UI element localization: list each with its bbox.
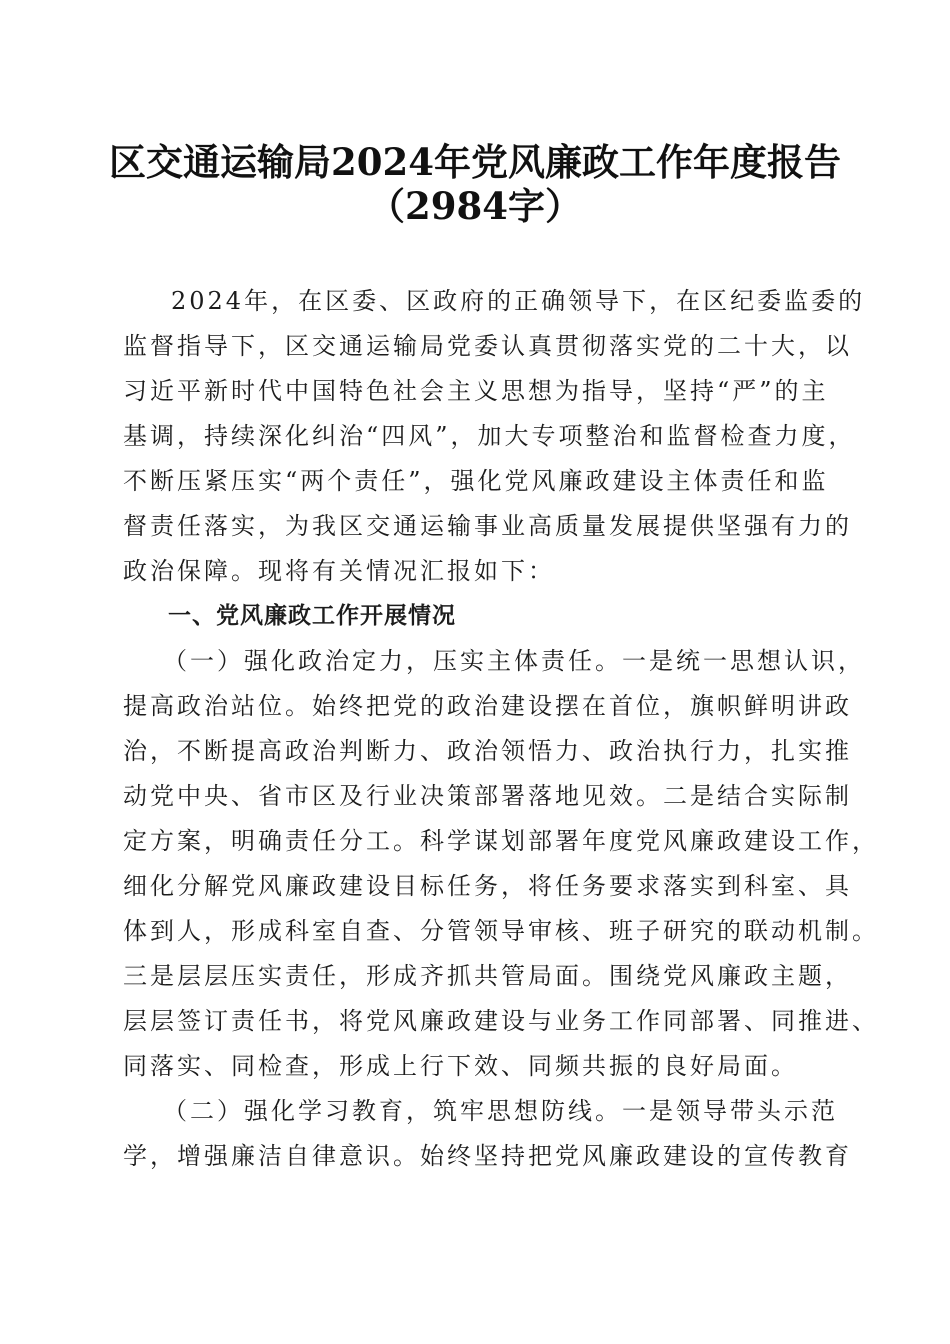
paragraph-line: （二）强化学习教育，筑牢思想防线。一是领导带头示范 xyxy=(163,1097,838,1125)
section-heading: 一、党风廉政工作开展情况 xyxy=(168,603,456,629)
paragraph-line: 动党中央、省市区及行业决策部署落地见效。二是结合实际制 xyxy=(123,782,852,810)
paragraph-line: 学，增强廉洁自律意识。始终坚持把党风廉政建设的宣传教育 xyxy=(123,1142,852,1170)
paragraph-line: 2024年，在区委、区政府的正确领导下，在区纪委监委的 xyxy=(171,287,866,315)
paragraph-line: 基调，持续深化纠治“四风”，加大专项整治和监督检查力度， xyxy=(123,422,856,450)
paragraph-line: 政治保障。现将有关情况汇报如下： xyxy=(123,557,555,585)
document-body xyxy=(123,279,879,1179)
paragraph-line: （一）强化政治定力，压实主体责任。一是统一思想认识， xyxy=(163,647,865,675)
paragraph-line: 不断压紧压实“两个责任”，强化党风廉政建设主体责任和监 xyxy=(123,467,829,495)
paragraph-line: 同落实、同检查，形成上行下效、同频共振的良好局面。 xyxy=(123,1052,798,1080)
paragraph-line: 习近平新时代中国特色社会主义思想为指导，坚持“严”的主 xyxy=(123,377,829,405)
paragraph-line: 定方案，明确责任分工。科学谋划部署年度党风廉政建设工作， xyxy=(123,827,879,855)
paragraph-line: 治，不断提高政治判断力、政治领悟力、政治执行力，扎实推 xyxy=(123,737,852,765)
paragraph-line: 监督指导下，区交通运输局党委认真贯彻落实党的二十大，以 xyxy=(123,332,852,360)
document-title: 区交通运输局2024年党风廉政工作年度报告 xyxy=(109,140,841,184)
paragraph-line: 体到人，形成科室自查、分管领导审核、班子研究的联动机制。 xyxy=(123,917,879,945)
paragraph-line: 督责任落实，为我区交通运输事业高质量发展提供坚强有力的 xyxy=(123,512,852,540)
paragraph-line: 细化分解党风廉政建设目标任务，将任务要求落实到科室、具 xyxy=(123,872,852,900)
document-subtitle: （2984字） xyxy=(368,184,582,228)
paragraph-line: 提高政治站位。始终把党的政治建设摆在首位，旗帜鲜明讲政 xyxy=(123,692,852,720)
paragraph-line: 三是层层压实责任，形成齐抓共管局面。围绕党风廉政主题， xyxy=(123,962,852,990)
paragraph-line: 层层签订责任书，将党风廉政建设与业务工作同部署、同推进、 xyxy=(123,1007,879,1035)
